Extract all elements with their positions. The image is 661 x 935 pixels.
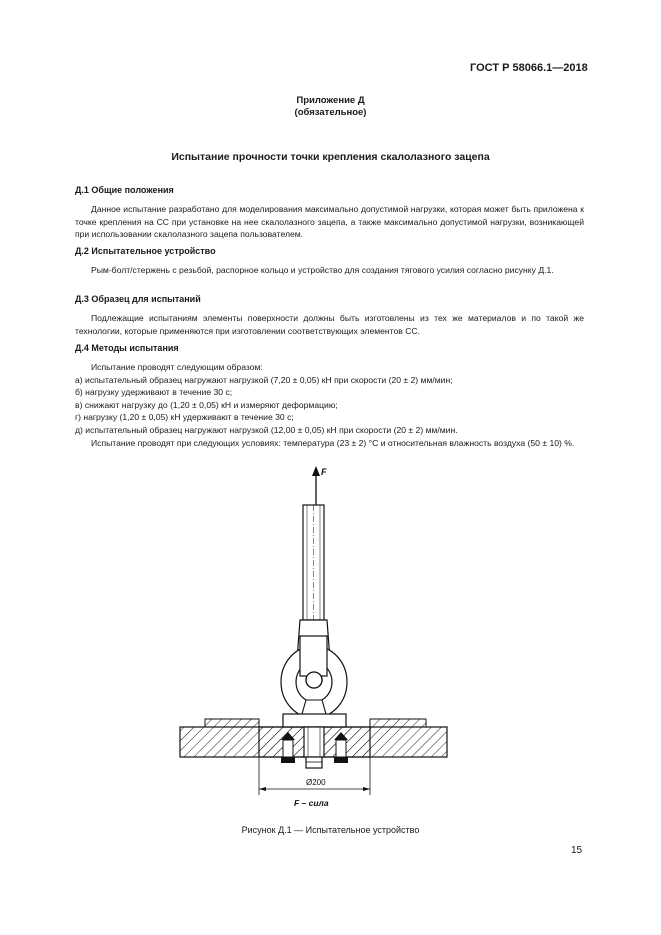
standard-number: ГОСТ Р 58066.1—2018 bbox=[470, 62, 588, 74]
appendix-title: Приложение Д bbox=[296, 95, 365, 106]
eye-bolt bbox=[281, 636, 347, 718]
method-step: а) испытательный образец нагружают нагрузкой (7,20 ± 0,05) кН при скорости (20 ± 2) мм/мин; bbox=[75, 374, 453, 385]
page-number: 15 bbox=[571, 845, 583, 856]
spacer-ring bbox=[283, 714, 346, 727]
method-step: б) нагрузку удерживают в течение 30 с; bbox=[75, 387, 233, 398]
appendix-status: (обязательное) bbox=[294, 107, 367, 118]
dimension-label: Ø200 bbox=[306, 778, 326, 787]
paragraph: Данное испытание разработано для моделирования максимально допустимой нагрузки, которая может быть приложена к точке крепления на СС при установке на нее скалолазного зацепа, а также максимально допустимой нагрузки, возникающей при использовании скалолазного зацепа пользователем. bbox=[75, 204, 584, 240]
bolt bbox=[304, 727, 324, 768]
paragraph: Рым-болт/стержень с резьбой, распорное кольцо и устройство для создания тягового усилия согласно рисунку Д.1. bbox=[91, 265, 554, 275]
force-label: F bbox=[321, 467, 327, 477]
method-step: г) нагрузку (1,20 ± 0,05) кН удерживают в течение 30 с; bbox=[75, 412, 294, 423]
force-arrow bbox=[312, 466, 320, 505]
paragraph: Подлежащие испытаниям элементы поверхности должны быть изготовлены из тех же материалов и по такой же технологии, которые применяются при изготовлении соответствующих элементов СС. bbox=[75, 313, 584, 336]
section-heading-d2: Д.2 Испытательное устройство bbox=[75, 246, 216, 256]
figure-legend: F – сила bbox=[294, 798, 329, 808]
figure-caption: Рисунок Д.1 — Испытательное устройство bbox=[241, 825, 420, 835]
section-heading-d1: Д.1 Общие положения bbox=[75, 185, 174, 195]
method-line: Испытание проводят следующим образом: bbox=[91, 362, 263, 372]
section-heading-d3: Д.3 Образец для испытаний bbox=[75, 294, 201, 304]
section-heading-d4: Д.4 Методы испытания bbox=[75, 343, 179, 353]
document-title: Испытание прочности точки крепления скалолазного зацепа bbox=[171, 151, 490, 163]
method-step: д) испытательный образец нагружают нагрузкой (12,00 ± 0,05) кН при скорости (20 ± 2) мм/мин. bbox=[75, 424, 458, 435]
method-step: в) снижают нагрузку до (1,20 ± 0,05) кН и измеряют деформацию; bbox=[75, 399, 338, 410]
test-conditions: Испытание проводят при следующих условиях: температура (23 ± 2) °С и относительная влажность воздуха (50 ± 10) %. bbox=[91, 437, 575, 448]
